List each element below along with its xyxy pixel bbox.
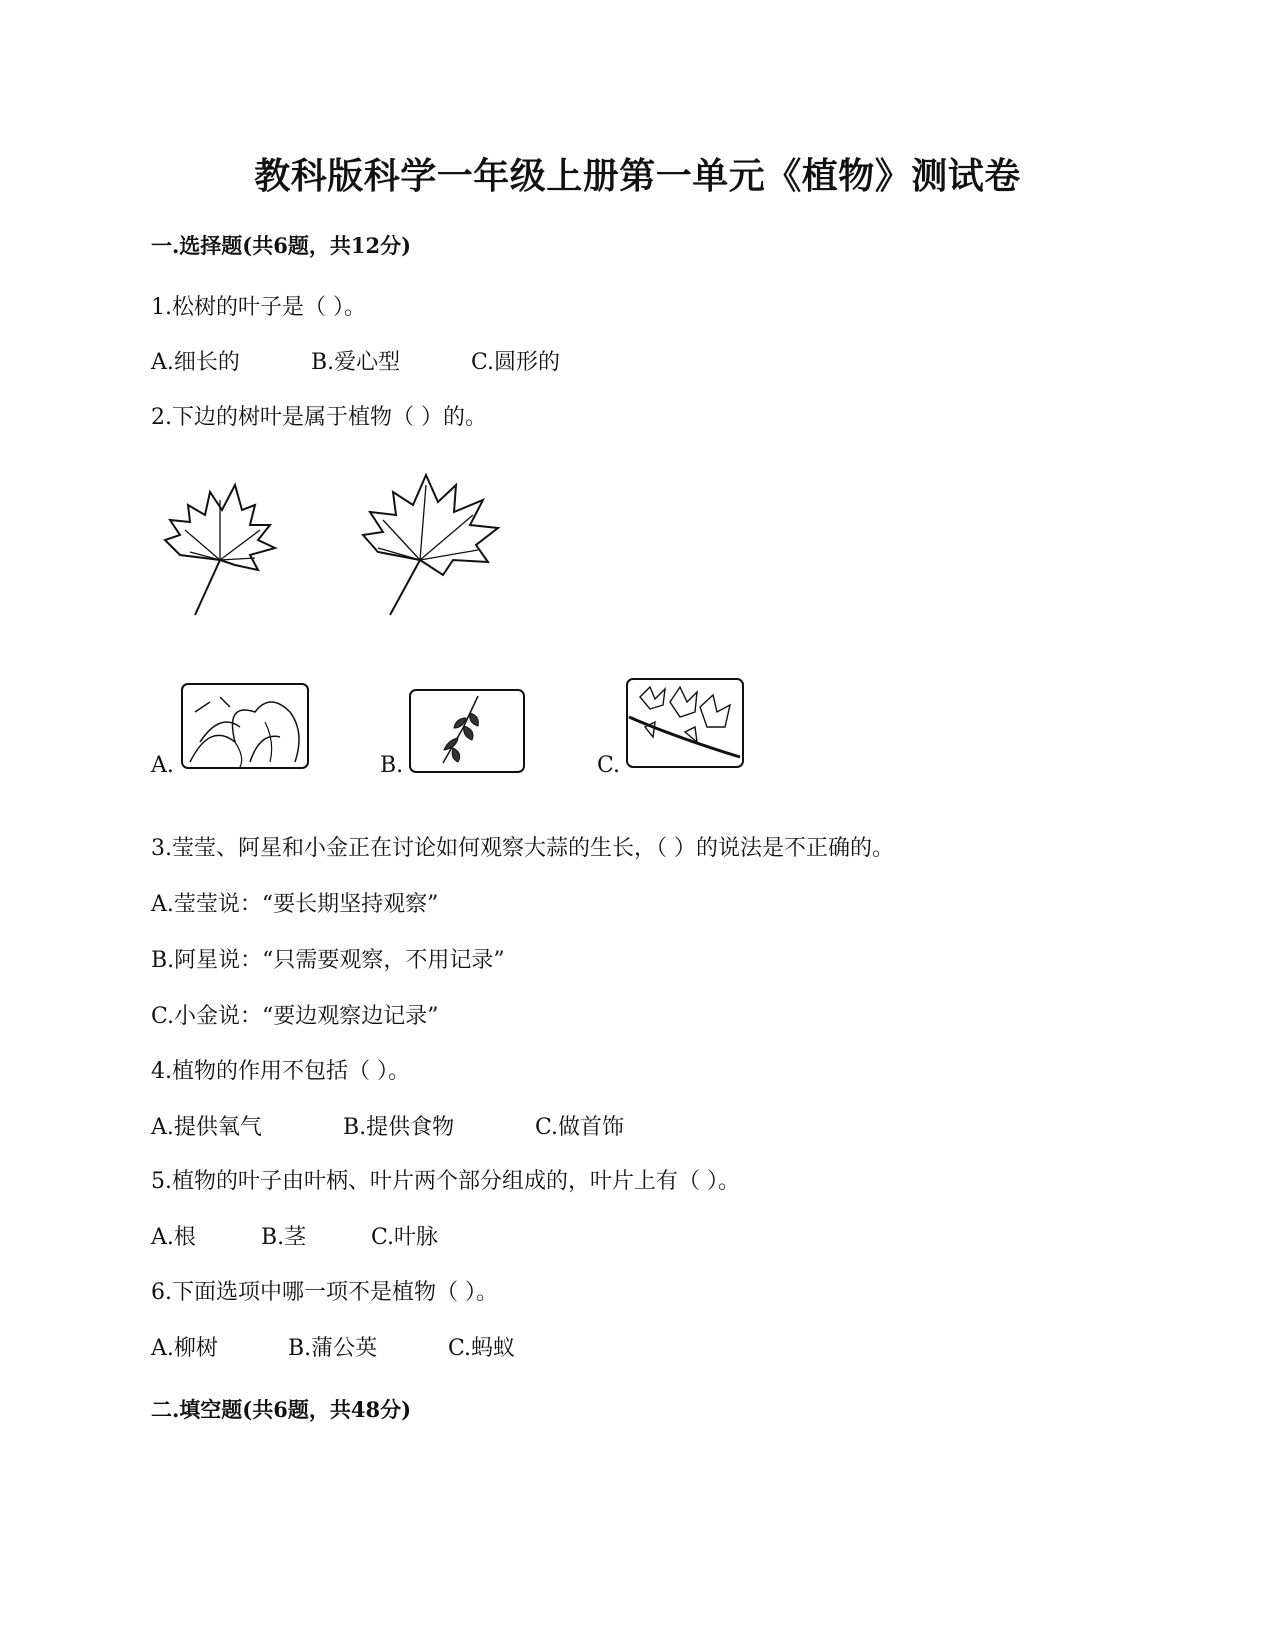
maple-leaf-image-1 [150, 480, 280, 620]
question-5-stem: 5.植物的叶子由叶柄、叶片两个部分组成的，叶片上有（ ）。 [151, 1169, 740, 1194]
question-6-options [151, 1331, 515, 1362]
question-6-stem: 6.下面选项中哪一项不是植物（ ）。 [151, 1280, 498, 1305]
option-b: B.提供食物 [343, 1115, 455, 1140]
q2-choice-a-label: A. [151, 753, 174, 778]
question-1-stem: 1.松树的叶子是（ ）。 [151, 295, 366, 320]
option-c: C.蚂蚁 [448, 1336, 516, 1361]
option-c: C.圆形的 [471, 350, 561, 375]
section-heading-fill-in: 二.填空题(共6题，共48分) [151, 1397, 412, 1422]
section-heading-choice: 一.选择题(共6题，共12分) [151, 233, 412, 258]
q2-choice-a-image [180, 682, 312, 772]
q2-choice-c-label: C. [597, 753, 621, 778]
question-4-stem: 4.植物的作用不包括（ ）。 [151, 1059, 410, 1084]
option-b: B.爱心型 [311, 350, 401, 375]
question-3-stem: 3.莹莹、阿星和小金正在讨论如何观察大蒜的生长，（ ）的说法是不正确的。 [151, 836, 894, 861]
maple-leaf-image-2 [358, 470, 508, 620]
option-b: B.茎 [261, 1225, 307, 1250]
option-a: A.提供氧气 [151, 1115, 262, 1140]
q2-choice-b-label: B. [380, 753, 404, 778]
question-2-stem: 2.下边的树叶是属于植物（ ）的。 [151, 405, 487, 430]
q2-choice-b-image [408, 688, 528, 778]
question-5-options [151, 1220, 438, 1251]
option-a: A.根 [151, 1225, 196, 1250]
q2-choice-c-image [625, 677, 747, 771]
question-3-option-b: B.阿星说：“只需要观察，不用记录” [151, 948, 505, 973]
question-1-options [151, 345, 560, 376]
option-c: C.做首饰 [535, 1115, 625, 1140]
question-3-option-c: C.小金说：“要边观察边记录” [151, 1004, 439, 1029]
question-3-option-a: A.莹莹说：“要长期坚持观察” [151, 892, 439, 917]
option-a: A.细长的 [151, 350, 240, 375]
option-b: B.蒲公英 [288, 1336, 378, 1361]
option-c: C.叶脉 [371, 1225, 439, 1250]
page-title: 教科版科学一年级上册第一单元《植物》测试卷 [254, 155, 1021, 197]
option-a: A.柳树 [151, 1336, 218, 1361]
question-4-options [151, 1110, 624, 1141]
